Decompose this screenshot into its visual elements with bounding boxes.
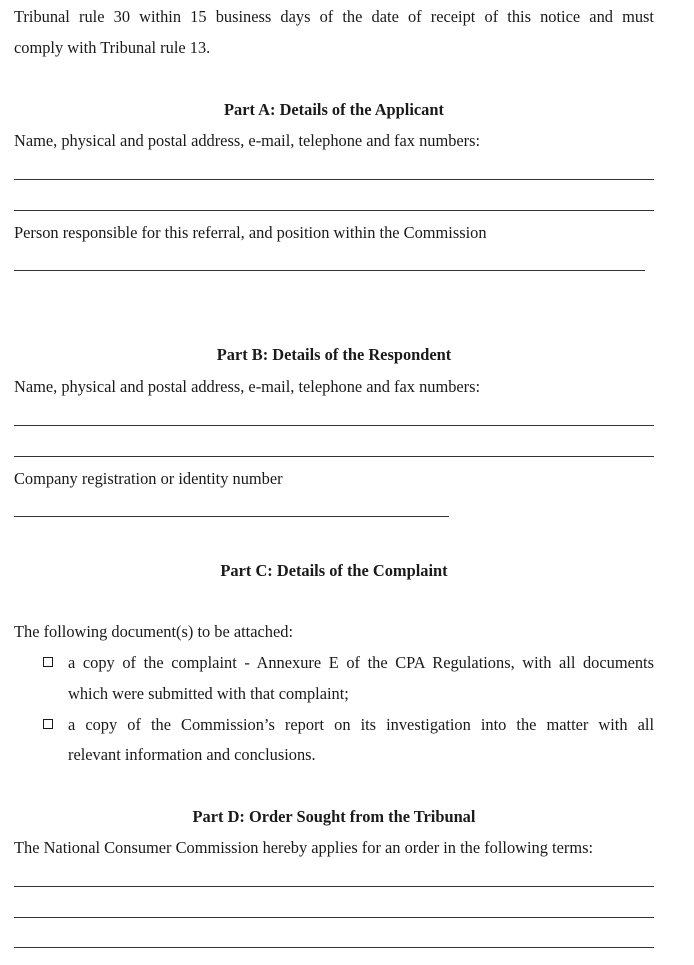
part-a-label-contact: Name, physical and postal address, e-mail, telephone and fax numbers:: [14, 131, 481, 150]
part-a-contact-line-2[interactable]: [14, 210, 654, 211]
part-b-contact-line-1[interactable]: [14, 425, 654, 426]
part-b-heading: Part B: Details of the Respondent: [216, 345, 452, 364]
part-a-responsible-line[interactable]: [14, 270, 645, 271]
report-item-line-1: a copy of the Commission’s report on its investigation into the matter with all: [68, 715, 654, 734]
report-checkbox[interactable]: [43, 719, 53, 729]
part-b-label-registration: Company registration or identity number: [14, 469, 283, 488]
part-b-registration-line[interactable]: [14, 516, 449, 517]
part-c-intro: The following document(s) to be attached:: [14, 622, 294, 641]
annexure-checkbox[interactable]: [43, 657, 53, 667]
part-d-order-line-3[interactable]: [14, 947, 654, 948]
part-c-heading: Part C: Details of the Complaint: [220, 561, 448, 580]
part-d-order-line-1[interactable]: [14, 886, 654, 887]
intro-line-1: Tribunal rule 30 within 15 business days of the date of receipt of this notice and must: [14, 7, 654, 26]
part-a-contact-line-1[interactable]: [14, 179, 654, 180]
part-a-label-responsible: Person responsible for this referral, and position within the Commission: [14, 223, 487, 242]
annexure-item-line-1: a copy of the complaint - Annexure E of the CPA Regulations, with all documents: [68, 653, 654, 672]
part-a-heading: Part A: Details of the Applicant: [224, 100, 444, 119]
part-b-contact-line-2[interactable]: [14, 456, 654, 457]
intro-line-2: comply with Tribunal rule 13.: [14, 38, 211, 57]
part-d-heading: Part D: Order Sought from the Tribunal: [192, 807, 476, 826]
report-item-line-2: relevant information and conclusions.: [68, 745, 316, 764]
annexure-item-line-2: which were submitted with that complaint;: [68, 684, 349, 703]
part-b-label-contact: Name, physical and postal address, e-mail, telephone and fax numbers:: [14, 377, 481, 396]
part-d-label: The National Consumer Commission hereby applies for an order in the following terms:: [14, 838, 594, 857]
part-d-order-line-2[interactable]: [14, 917, 654, 918]
